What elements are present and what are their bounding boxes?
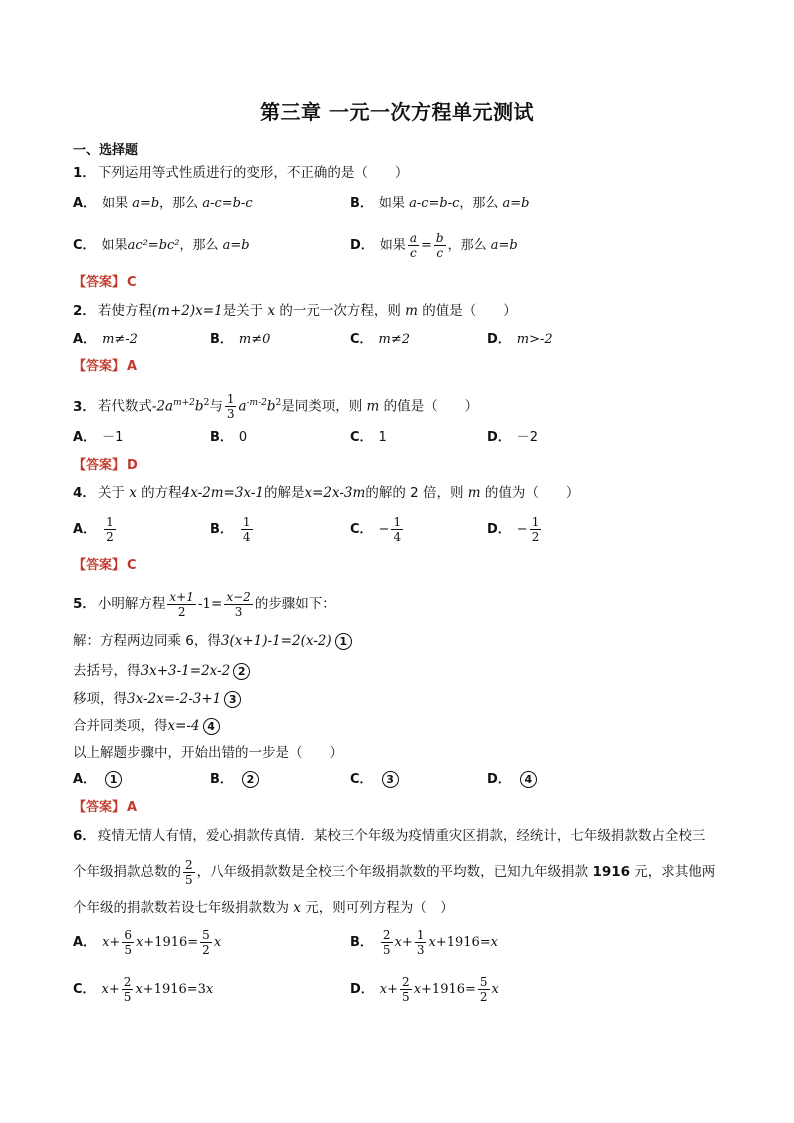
fraction: $\frac{b}{c}$ [435, 231, 444, 260]
question-number: 2． [73, 303, 96, 319]
option-text: －1 [102, 430, 124, 445]
fraction: $\frac{2}{5}$ [402, 975, 410, 1004]
math-expr: m≠2 [378, 332, 411, 347]
question-text: 疫情无情人有情，爱心捐款传真情．某校三个年级为疫情重灾区捐款，经统计，七年级捐款数占全校三 [97, 828, 706, 844]
answer-label: 【答案】 [73, 275, 126, 290]
q6-option-b: B． $\frac{2}{5}$ x+ $\frac{1}{3}$ x+1916=x [350, 928, 499, 957]
math-expr: a-c=b-c [409, 196, 460, 211]
option-label: A． [73, 522, 97, 537]
fraction: $\frac{x-2}{3}$ [226, 589, 251, 619]
option-text: －2 [516, 430, 539, 445]
answer-value: D [127, 458, 138, 473]
option-label: C． [350, 332, 373, 347]
math-expr: a [238, 398, 247, 415]
question-text: 小明解方程 [97, 596, 166, 612]
answer-label: 【答案】 [73, 458, 126, 473]
q3-option-d [487, 428, 538, 448]
q2-option-d [487, 330, 553, 350]
answer-4 [73, 556, 137, 576]
option-text: 如果 [379, 238, 406, 253]
question-number: 6． [73, 828, 96, 844]
math-expr: b [194, 398, 204, 415]
option-text: 1 [378, 430, 387, 445]
question-6-line-1 [73, 826, 705, 846]
math-expr: m≠0 [238, 332, 271, 347]
math-var: m [366, 398, 380, 415]
q5-option-c [350, 770, 399, 790]
fraction: $\frac{6}{5}$ [124, 928, 132, 957]
q2-option-a [73, 330, 138, 350]
fraction: $\frac{1}{2}$ [531, 515, 540, 544]
math-expr: -1= [197, 596, 223, 612]
q5-option-b [210, 770, 259, 790]
option-text: ，那么 [447, 238, 491, 253]
question-text: 的解是 [263, 485, 305, 501]
question-text: 的步骤如下： [254, 596, 336, 612]
fraction: $\frac{2}{5}$ [123, 975, 132, 1004]
q5-option-d [487, 770, 537, 790]
step-marker: 2 [233, 663, 250, 680]
step-marker: 3 [382, 771, 399, 788]
fraction: $\frac{x+1}{2}$ [169, 589, 194, 619]
option-text: 如果 [378, 196, 410, 211]
fraction: $\frac{1}{4}$ [242, 515, 251, 544]
step-marker: 2 [242, 771, 259, 788]
solution-step-4 [73, 716, 220, 736]
question-text: 与 [209, 398, 223, 415]
math-sup: 2 [203, 398, 210, 408]
option-label: C． [350, 772, 373, 787]
question-text: 元，求其他两 [630, 864, 716, 880]
q4-option-b [210, 513, 255, 547]
q3-option-b [210, 428, 247, 448]
math-sup: -m-2 [246, 398, 267, 408]
question-5-ask: 以上解题步骤中，开始出错的一步是（ ） [73, 745, 343, 761]
option-label: B． [350, 196, 373, 211]
question-number: 1． [73, 165, 96, 181]
q4-option-d: D． − $\frac{1}{2}$ [487, 515, 540, 544]
math-expr: m≠-2 [102, 332, 138, 347]
answer-value: A [127, 800, 138, 815]
fraction: $\frac{a}{c}$ [409, 231, 417, 260]
option-label: D． [350, 238, 374, 253]
math-var: x [129, 485, 137, 501]
fraction: $\frac{2}{5}$ [382, 928, 391, 957]
math-expr: 4x-2m=3x-1 [181, 485, 264, 501]
option-label: C． [73, 238, 96, 253]
option-label: C． [350, 430, 373, 445]
math-var: x [293, 900, 301, 916]
option-label: A． [73, 772, 97, 787]
math-expr: a=b [222, 238, 250, 253]
question-text: 若使方程 [97, 303, 152, 319]
option-label: A． [73, 196, 97, 211]
math-expr: a=b [490, 238, 518, 253]
option-label: C． [73, 982, 96, 997]
question-5 [73, 587, 336, 621]
fraction: $\frac{5}{2}$ [479, 975, 488, 1004]
fraction: $\frac{1}{3}$ [226, 392, 235, 421]
question-text: 的方程 [136, 485, 182, 501]
math-sup: 2 [275, 398, 282, 408]
math-var: m [467, 485, 481, 501]
question-text: 是关于 [222, 303, 268, 319]
math-expr: a=b [502, 196, 530, 211]
q2-option-b [210, 330, 270, 350]
math-expr: x=-4 [167, 718, 200, 734]
q4-option-a [73, 513, 118, 547]
question-text: 元，则可列方程为（ ） [300, 900, 454, 916]
option-label: B． [210, 522, 233, 537]
question-text: 是同类项，则 [281, 398, 367, 415]
math-expr: a-c=b-c [202, 196, 253, 211]
step-text: 去括号，得 [73, 663, 141, 679]
q3-option-a [73, 428, 123, 448]
question-text: 若代数式 [97, 398, 152, 415]
step-marker: 3 [224, 691, 241, 708]
answer-1 [73, 273, 137, 293]
q2-option-c [350, 330, 410, 350]
answer-label: 【答案】 [73, 558, 126, 573]
option-label: C． [350, 522, 373, 537]
option-label: B． [210, 430, 233, 445]
question-text: 个年级的捐款数若设七年级捐款数为 [73, 900, 294, 916]
amount: 1916 [592, 864, 631, 880]
option-label: A． [73, 332, 97, 347]
option-text: ，那么 [159, 196, 203, 211]
question-text: 的值是（ ） [417, 303, 517, 319]
step-text: 合并同类项，得 [73, 718, 168, 734]
option-text: ，那么 [179, 238, 223, 253]
question-number: 5． [73, 596, 96, 612]
answer-value: A [127, 359, 138, 374]
answer-2 [73, 357, 137, 377]
math-expr: ac²=bc² [127, 238, 180, 253]
math-sup: m+2 [173, 398, 195, 408]
question-1 [73, 163, 408, 183]
question-text: 的值为（ ） [480, 485, 580, 501]
step-marker: 1 [105, 771, 122, 788]
step-text: 移项，得 [73, 691, 127, 707]
step-marker: 4 [203, 718, 220, 735]
option-label: D． [487, 522, 511, 537]
q4-option-c: C． − $\frac{1}{4}$ [350, 515, 402, 544]
math-expr: b [266, 398, 276, 415]
answer-3 [73, 456, 138, 476]
q1-option-a [73, 194, 253, 214]
math-expr: (m+2)x=1 [151, 303, 223, 319]
question-number: 4． [73, 485, 96, 501]
option-label: D． [487, 430, 511, 445]
fraction: $\frac{1}{3}$ [416, 928, 425, 957]
question-text: 的一元一次方程，则 [275, 303, 406, 319]
math-expr: m>-2 [516, 332, 553, 347]
option-label: A． [73, 935, 97, 950]
fraction: $\frac{5}{2}$ [202, 928, 210, 957]
math-expr: x=2x-3m [304, 485, 366, 501]
option-label: D． [350, 982, 374, 997]
q1-option-b [350, 194, 529, 214]
q6-option-a: A． x+ $\frac{6}{5}$ x+1916= $\frac{5}{2}$ x [73, 928, 222, 957]
step-text: 解：方程两边同乘 6，得 [73, 633, 221, 649]
math-expr: 3x-2x=-2-3+1 [127, 691, 222, 707]
math-var: m [405, 303, 418, 319]
option-label: B． [350, 935, 373, 950]
solution-step-2 [73, 661, 250, 681]
fraction: $\frac{1}{2}$ [106, 515, 114, 544]
question-text: 的值是（ ） [379, 398, 479, 415]
q1-option-d: D． 如果 $\frac{a}{c}$ = $\frac{b}{c}$ ，那么 a=b [350, 231, 518, 260]
q1-option-c [73, 236, 250, 256]
question-text: 的解的 2 倍，则 [365, 485, 468, 501]
math-var: x [267, 303, 276, 319]
question-text: 下列运用等式性质进行的变形，不正确的是（ ） [97, 165, 409, 181]
solution-step-1 [73, 631, 352, 651]
q6-option-d: D． x+ $\frac{2}{5}$ x+1916= $\frac{5}{2}$ x [350, 975, 499, 1004]
answer-value: C [127, 558, 137, 573]
question-6-line-3 [73, 898, 454, 918]
option-text: 如果 [101, 238, 128, 253]
fraction: $\frac{2}{5}$ [185, 857, 193, 887]
page-title: 第三章 一元一次方程单元测试 [260, 100, 534, 124]
option-label: D． [487, 332, 511, 347]
fraction: $\frac{1}{4}$ [393, 515, 402, 544]
math-expr: 3x+3-1=2x-2 [140, 663, 231, 679]
math-expr: -2a [151, 398, 174, 415]
solution-step-3 [73, 689, 241, 709]
option-label: D． [487, 772, 511, 787]
q5-option-a [73, 770, 122, 790]
question-4 [73, 483, 579, 503]
answer-label: 【答案】 [73, 359, 126, 374]
answer-value: C [127, 275, 137, 290]
section-heading: 一、选择题 [73, 143, 139, 158]
question-6-line-2 [73, 855, 715, 889]
question-text: 关于 [97, 485, 130, 501]
option-text: ，那么 [459, 196, 503, 211]
option-text: 如果 [102, 196, 133, 211]
question-2 [73, 301, 517, 321]
answer-5 [73, 798, 137, 818]
option-label: B． [210, 332, 233, 347]
step-marker: 4 [520, 771, 537, 788]
option-label: A． [73, 430, 97, 445]
question-text: ，八年级捐款数是全校三个年级捐款数的平均数，已知九年级捐款 [196, 864, 593, 880]
option-text: 0 [238, 430, 248, 445]
q6-option-c: C． x+ $\frac{2}{5}$ x+1916=3x [73, 975, 214, 1004]
math-expr: 3(x+1)-1=2(x-2) [220, 633, 332, 649]
question-3 [73, 386, 478, 424]
step-marker: 1 [335, 633, 352, 650]
answer-label: 【答案】 [73, 800, 126, 815]
option-label: B． [210, 772, 233, 787]
math-expr: a=b [132, 196, 160, 211]
q3-option-c [350, 428, 387, 448]
question-text: 个年级捐款总数的 [73, 864, 181, 880]
question-number: 3． [73, 398, 96, 415]
